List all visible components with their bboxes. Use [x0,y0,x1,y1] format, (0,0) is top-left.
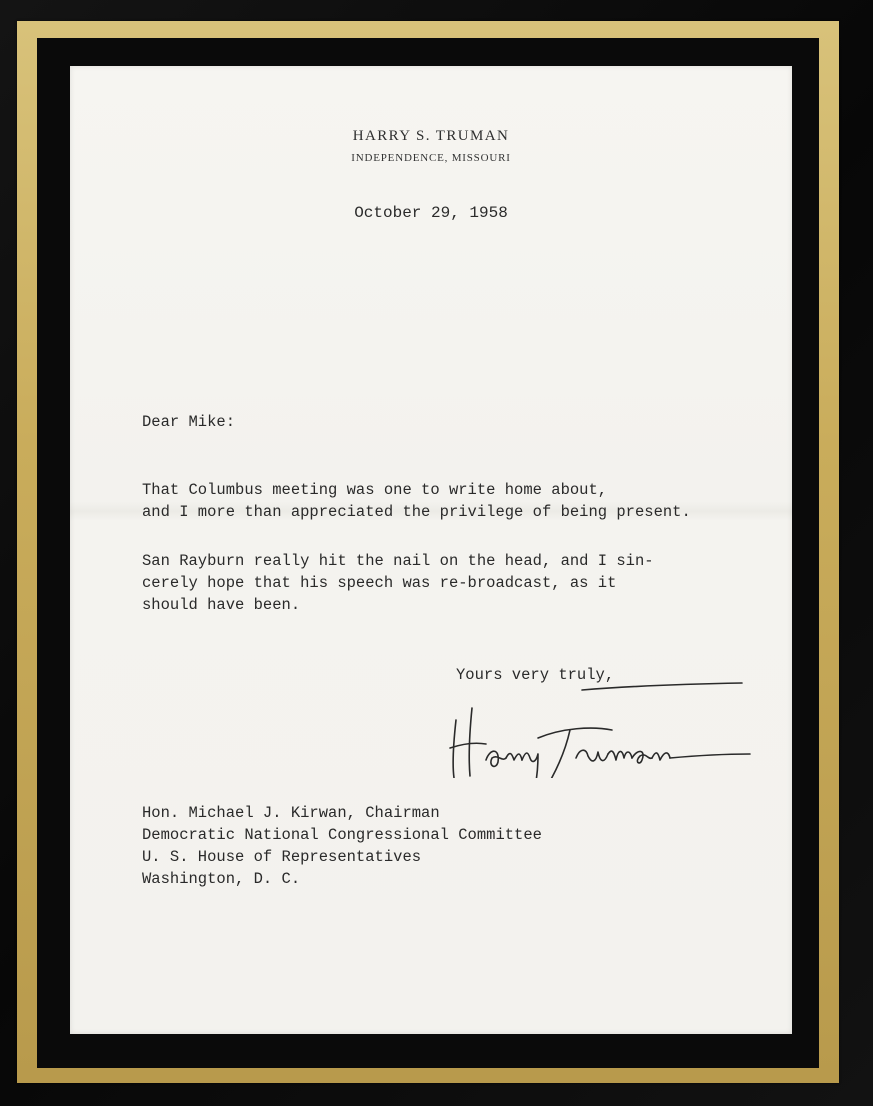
letterhead-place: INDEPENDENCE, MISSOURI [351,152,511,164]
letterhead-name: HARRY S. TRUMAN [352,128,510,144]
recipient-line: U. S. House of Representatives [142,848,422,866]
handwritten-signature [442,678,752,778]
salutation: Dear Mike: [142,413,236,431]
letter-paper [70,66,792,1034]
body-paragraph-2: San Rayburn really hit the nail on the head, and I sin- cerely hope that his speech was re-broadcast, as it should have been. [142,552,654,614]
body-paragraph-1: That Columbus meeting was one to write home about, and I more than appreciated the privilege of being present. [142,481,691,521]
letter-date: October 29, 1958 [354,204,508,222]
recipient-line: Democratic National Congressional Committee [142,826,542,844]
closing: Yours very truly, [456,666,615,684]
recipient-line: Hon. Michael J. Kirwan, Chairman [142,804,440,822]
recipient-line: Washington, D. C. [142,870,301,888]
recipient-address [142,802,542,890]
